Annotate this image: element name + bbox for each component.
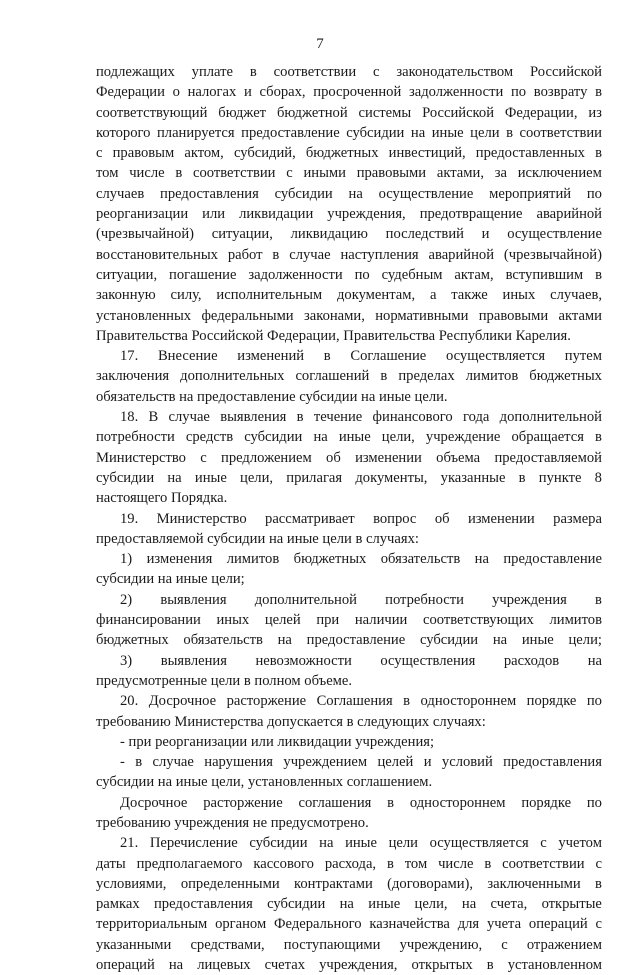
text-line: 21. Перечисление субсидии на иные цели осуществляется с учетом	[120, 835, 602, 852]
text-line: ситуации, погашение задолженности по судебным актам, вступившим в	[96, 266, 602, 283]
text-line: реорганизации или ликвидации учреждения, предотвращение аварийной	[96, 206, 602, 223]
document-body	[96, 62, 602, 975]
text-line: требованию Министерства допускается в следующих случаях:	[96, 713, 486, 730]
text-line: субсидии на иные цели, установленных соглашением.	[96, 774, 433, 791]
text-line: 1) изменения лимитов бюджетных обязательств на предоставление	[120, 551, 602, 568]
text-line: предоставляемой субсидии на иные цели в случаях:	[96, 530, 419, 547]
text-line: случаев предоставления субсидии на осуществление мероприятий по	[96, 185, 602, 202]
text-line: территориальным органом Федерального казначейства для учета операций с	[96, 916, 602, 933]
text-line: указанными средствами, поступающими учреждению, с отражением	[96, 936, 602, 953]
text-line: - в случае нарушения учреждением целей и условий предоставления	[120, 754, 602, 771]
text-line: подлежащих уплате в соответствии с законодательством Российской	[96, 64, 602, 80]
text-line: с правовым актом, субсидий, бюджетных инвестиций, предоставленных в	[96, 145, 602, 162]
text-line: 17. Внесение изменений в Соглашение осуществляется путем	[120, 348, 602, 365]
text-line: настоящего Порядка.	[96, 490, 228, 507]
text-line: 20. Досрочное расторжение Соглашения в одностороннем порядке по	[120, 693, 602, 710]
text-line: Правительства Российской Федерации, Правительства Республики Карелия.	[96, 327, 571, 344]
text-line: (чрезвычайной) ситуации, ликвидацию последствий и осуществление	[96, 226, 602, 243]
text-line: Министерство с предложением об изменении объема предоставляемой	[96, 449, 602, 466]
text-line: заключения дополнительных соглашений в пределах лимитов бюджетных	[96, 368, 602, 385]
text-line: Досрочное расторжение соглашения в одностороннем порядке по	[120, 794, 602, 811]
text-line: том числе в соответствии с иными правовыми актами, за исключением	[96, 165, 602, 182]
text-line: Федерации о налогах и сборах, просроченной задолженности по возврату в	[96, 84, 602, 101]
text-line: субсидии на иные цели;	[96, 571, 245, 588]
text-line: восстановительных работ в случае наступления аварийной (чрезвычайной)	[96, 246, 602, 263]
page-number: 7	[316, 36, 324, 52]
text-line: даты предполагаемого кассового расхода, в том числе в соответствии с	[96, 855, 602, 872]
text-line: соответствующий бюджет бюджетной системы Российской Федерации, из	[96, 104, 602, 121]
text-line: субсидии на иные цели, прилагая документы, указанные в пункте 8	[96, 469, 602, 486]
text-line: финансировании иных целей при наличии соответствующих лимитов	[96, 612, 602, 629]
text-line: бюджетных обязательств на предоставление субсидии на иные цели;	[96, 632, 602, 649]
text-line: законную силу, исполнительным документам, а также иных случаев,	[96, 287, 602, 304]
text-line: 19. Министерство рассматривает вопрос об изменении размера	[120, 510, 602, 527]
text-line: 18. В случае выявления в течение финансового года дополнительной	[120, 409, 602, 426]
text-line: установленных федеральными законами, нормативными правовыми актами	[96, 307, 602, 324]
text-line: операций на лицевых счетах учреждения, открытых в установленном	[96, 957, 602, 974]
text-line: требованию учреждения не предусмотрено.	[96, 814, 369, 831]
text-line: 3) выявления невозможности осуществления расходов на	[120, 652, 602, 669]
text-line: рамках предоставления субсидии на иные цели, на счета, открытые	[96, 896, 602, 913]
text-line: - при реорганизации или ликвидации учреждения;	[120, 733, 435, 750]
text-line: 2) выявления дополнительной потребности учреждения в	[120, 591, 602, 608]
text-line: условиями, определенными контрактами (договорами), заключенными в	[96, 875, 602, 892]
text-line: потребности средств субсидии на иные цели, учреждение обращается в	[96, 429, 602, 446]
text-line: которого планируется предоставление субсидии на иные цели в соответствии	[96, 124, 602, 141]
text-line: обязательств на предоставление субсидии на иные цели.	[96, 388, 448, 405]
text-line: предусмотренные цели в полном объеме.	[96, 672, 353, 689]
